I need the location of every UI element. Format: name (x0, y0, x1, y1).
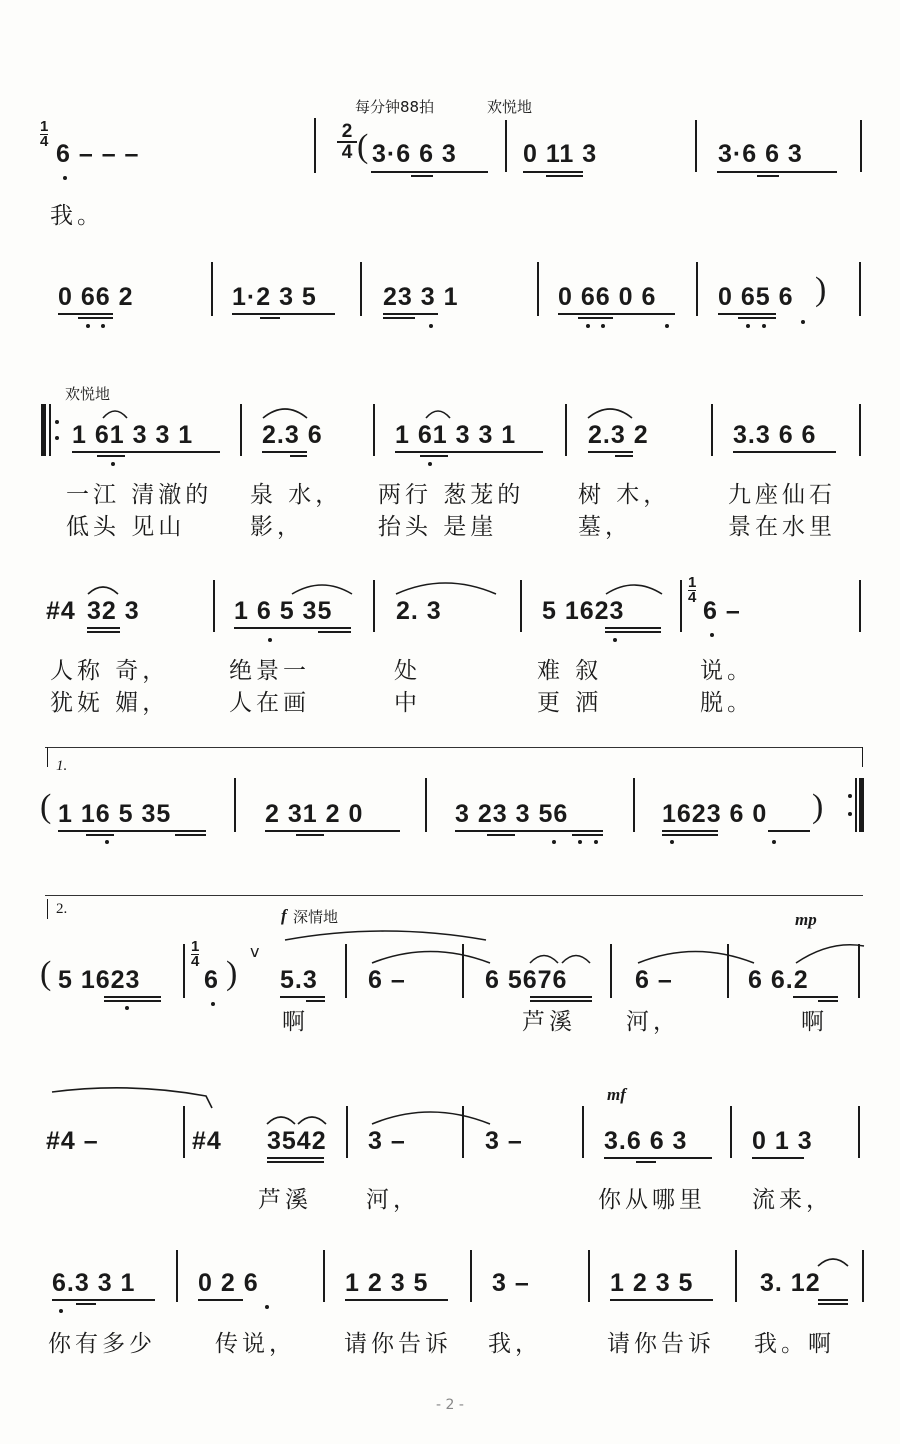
note-group: 1623 6 0 (662, 800, 768, 828)
note-group: 3. 12 (760, 1269, 821, 1297)
lyric-verse-1: 我。 (50, 203, 104, 229)
lyric: 流来， (752, 1187, 833, 1213)
note-group: 3.3 6 6 (733, 421, 817, 449)
note-group: 2.3 2 (588, 421, 649, 449)
slur (818, 1259, 848, 1266)
lyric-verse-1: 说。 (700, 658, 754, 684)
note-group: 1 6 5 35 (234, 597, 333, 625)
grace-fraction: $\frac{1}{4}$ (688, 574, 697, 606)
note-sharp: #4 (46, 597, 76, 625)
note-group: #4 – (46, 1127, 99, 1155)
note-group: 6 – – – (56, 140, 140, 168)
note-sharp: #4 (192, 1127, 222, 1155)
lyric-verse-1: 泉 水， (250, 482, 343, 508)
lyric: 芦溪 (522, 1009, 576, 1035)
time-signature: 2 4 (337, 122, 357, 162)
note-group: 2 31 2 0 (265, 800, 364, 828)
lyric: 我。啊 (754, 1331, 835, 1357)
dynamic-mezzo-forte: mf (607, 1085, 626, 1104)
close-paren: ) (815, 271, 827, 308)
close-paren: ) (226, 955, 238, 992)
note-group: 2. 3 (396, 597, 442, 625)
note-group: 2.3 6 (262, 421, 323, 449)
lyric: 请你告诉 (344, 1331, 452, 1357)
grace-fraction: $\frac{1}{4}$ (40, 118, 49, 150)
lyric-verse-2: 低头 见山 (66, 514, 186, 540)
dynamic-forte: f (281, 906, 287, 925)
note-group: 3 – (492, 1269, 530, 1297)
note-group: 1 16 5 35 (58, 800, 172, 828)
lyric-verse-2: 影， (250, 514, 304, 540)
note-group: 1 61 3 3 1 (395, 421, 517, 449)
slur (396, 583, 496, 594)
mood-marking: 欢悦地 (487, 98, 533, 116)
note-group: 3·6 6 3 (718, 140, 803, 168)
lyric: 啊 (282, 1009, 309, 1035)
note-group: 0 66 2 (58, 283, 134, 311)
dynamic-mezzo-piano: mp (795, 910, 817, 929)
lyric-verse-1: 一江 清澈的 (66, 482, 213, 508)
tempo-marking: 每分钟88拍 (355, 98, 435, 116)
lyric: 我， (488, 1331, 542, 1357)
note-group: 5 1623 (542, 597, 625, 625)
lyric-verse-2: 更 洒 (537, 690, 603, 716)
lyric-verse-2: 景在水里 (728, 514, 836, 540)
slur (562, 956, 590, 964)
note-group: 6 – (368, 966, 406, 994)
lyric: 传说， (215, 1331, 296, 1357)
note-group: 3·6 6 3 (372, 140, 457, 168)
note-group: 6 (204, 966, 219, 994)
lyric-verse-1: 人称 奇， (50, 658, 170, 684)
note-group: 0 1 3 (752, 1127, 813, 1155)
lyric-verse-2: 中 (394, 690, 421, 716)
slur (52, 1088, 212, 1108)
note-group: 3 – (368, 1127, 406, 1155)
lyric: 啊 (801, 1009, 828, 1035)
lyric-verse-1: 处 (394, 658, 421, 684)
slur (606, 585, 662, 594)
slur (426, 411, 450, 418)
note-group: 1 61 3 3 1 (72, 421, 194, 449)
slur (372, 1112, 490, 1124)
lyric-verse-1: 两行 葱茏的 (378, 482, 525, 508)
slur (292, 585, 352, 594)
lyric: 河， (366, 1187, 420, 1213)
lyric-verse-2: 脱。 (700, 690, 754, 716)
open-paren: ( (357, 128, 369, 165)
note-group: 5.3 (280, 966, 318, 994)
close-paren: ) (812, 788, 824, 825)
lyric: 你从哪里 (598, 1187, 706, 1213)
grace-fraction: $\frac{1}{4}$ (191, 938, 200, 970)
volta-2-label: 2. (56, 901, 68, 917)
page-number: - 2 - (436, 1397, 464, 1413)
note-group: 6 – (635, 966, 673, 994)
note-group: 32 3 (87, 597, 140, 625)
lyric-verse-2: 墓， (578, 514, 632, 540)
note-group: 1 2 3 5 (345, 1269, 429, 1297)
note-group: 0 65 6 (718, 283, 794, 311)
slur (298, 1117, 326, 1124)
note-group: 6 6.2 (748, 966, 809, 994)
volta-1-label: 1. (56, 758, 68, 774)
note-group: 0 11 3 (523, 140, 598, 168)
open-paren: ( (40, 955, 52, 992)
note-group: 6 – (703, 597, 741, 625)
note-group: 1 2 3 5 (610, 1269, 694, 1297)
lyric-verse-2: 人在画 (229, 690, 310, 716)
note-group: 0 2 6 (198, 1269, 259, 1297)
slur (103, 411, 127, 418)
slur (263, 409, 307, 418)
lyric: 请你告诉 (607, 1331, 715, 1357)
note-group: 6 5676 (485, 966, 568, 994)
lyric-verse-2: 抬头 是崖 (378, 514, 498, 540)
lyric-verse-1: 难 叙 (537, 658, 603, 684)
mood-marking: 欢悦地 (65, 385, 111, 403)
slur (285, 931, 486, 940)
breath-mark: v (250, 942, 260, 961)
note-group: 1·2 3 5 (232, 283, 317, 311)
lyric: 河， (626, 1009, 680, 1035)
slur (588, 409, 632, 418)
lyric-verse-1: 树 木， (578, 482, 671, 508)
note-group: 3 – (485, 1127, 523, 1155)
lyric-verse-2: 犹妩 媚， (50, 690, 170, 716)
slur (267, 1117, 295, 1124)
expression-marking: 深情地 (293, 908, 339, 926)
note-group: 23 3 1 (383, 283, 459, 311)
slur (638, 952, 754, 964)
note-group: 3.6 6 3 (604, 1127, 688, 1155)
slur (530, 956, 558, 964)
note-group: 6.3 3 1 (52, 1269, 136, 1297)
slur (372, 952, 490, 964)
slur (796, 945, 864, 963)
lyric: 你有多少 (48, 1331, 156, 1357)
lyric-verse-1: 九座仙石 (728, 482, 836, 508)
note-group: 3 23 3 56 (455, 800, 569, 828)
note-group: 0 66 0 6 (558, 283, 657, 311)
note-group: 3542 (267, 1127, 327, 1155)
lyric-verse-1: 绝景一 (229, 658, 310, 684)
note-group: 5 1623 (58, 966, 141, 994)
lyric: 芦溪 (258, 1187, 312, 1213)
open-paren: ( (40, 788, 52, 825)
slur (88, 587, 118, 594)
